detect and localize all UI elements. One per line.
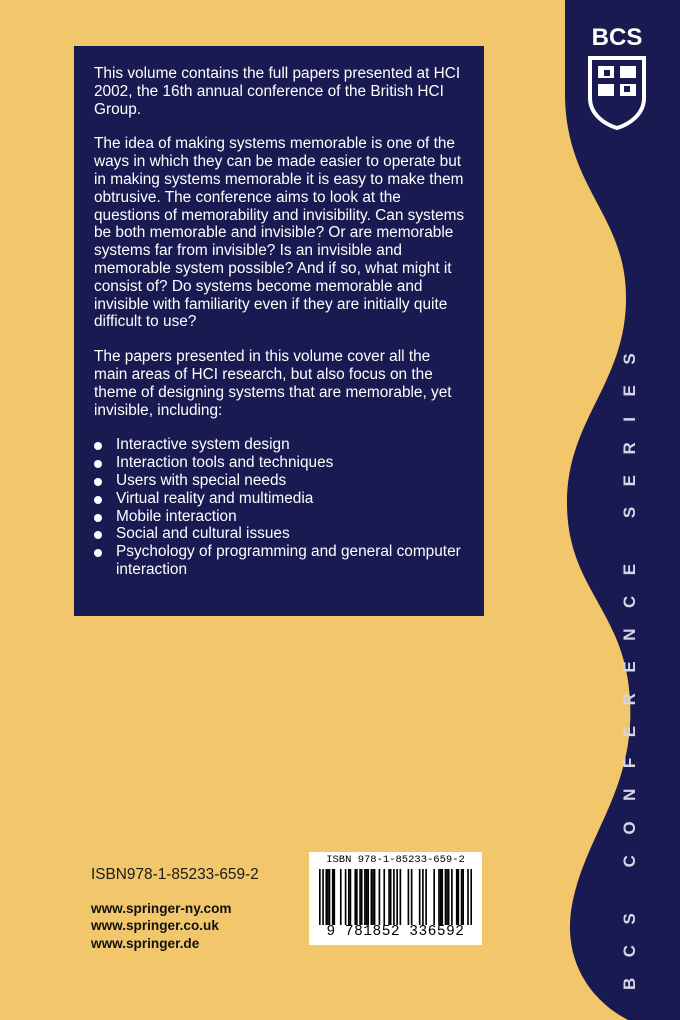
barcode-bar (400, 869, 402, 925)
blurb-paragraph: The idea of making systems memorable is one of the ways in which they can be made easier to operate but in making systems memorable it is easy to make them obtrusive. The conference aims to look at the questions of memorability and invisibility. Can systems be both memorable and invisible? Or are memorable systems far from invisible? Is an invisible and memorable system possible? And if so, what might it consist of? Do systems become memorable and invisible with familiarity even if they are initially quite difficult to use? (94, 135, 465, 331)
barcode-bar (438, 869, 440, 925)
barcode-bar (348, 869, 350, 925)
barcode-bar (462, 869, 464, 925)
barcode-bar (440, 869, 442, 925)
isbn-label: ISBN978-1-85233-659-2 (91, 866, 259, 883)
barcode-bar (388, 869, 390, 925)
barcode-bar (322, 869, 324, 925)
series-title: BCS CONFERENCE SERIES (620, 332, 639, 990)
blurb-paragraph: The papers presented in this volume cover all the main areas of HCI research, but also focus on the theme of designing systems that are memorable, yet invisible, including: (94, 348, 452, 419)
url-link[interactable]: www.springer.co.uk (91, 918, 219, 934)
barcode-bar (446, 869, 448, 925)
barcode-bar (354, 869, 356, 925)
barcode-isbn-text: ISBN 978-1-85233-659-2 (326, 854, 465, 866)
barcode-bar (366, 869, 368, 925)
barcode-number: 9 781852 336592 (326, 924, 465, 940)
url-link[interactable]: www.springer-ny.com (91, 901, 232, 916)
barcode-bars-icon (319, 869, 472, 925)
barcode-bar (372, 869, 374, 925)
topic-item: Interactive system design (94, 436, 466, 454)
barcode-bar (448, 869, 450, 925)
topic-item: Psychology of programming and general computer interaction (94, 543, 466, 579)
topic-list (94, 436, 466, 578)
topic-item: Social and cultural issues (94, 525, 466, 543)
barcode-bar (319, 869, 321, 925)
topic-item: Users with special needs (94, 472, 466, 490)
barcode-bar (374, 869, 376, 925)
barcode-bar (396, 869, 398, 925)
barcode-bar (408, 869, 410, 925)
blurb-paragraph: This volume contains the full papers presented at HCI 2002, the 16th annual conference of the British HCI Group. (94, 65, 461, 118)
barcode-bar (325, 869, 327, 925)
barcode-bar (445, 869, 447, 925)
bcs-logo-text: BCS (591, 24, 643, 51)
barcode-bar (345, 869, 347, 925)
barcode-bar (425, 869, 427, 925)
barcode-bar (350, 869, 352, 925)
barcode-bar (456, 869, 458, 925)
barcode-bar (333, 869, 335, 925)
barcode-bar (458, 869, 460, 925)
barcode-bar (383, 869, 385, 925)
barcode-bar (361, 869, 363, 925)
barcode-bar (327, 869, 329, 925)
barcode-bar (329, 869, 331, 925)
barcode-bar (411, 869, 413, 925)
barcode-bar (451, 869, 453, 925)
url-link[interactable]: www.springer.de (91, 935, 200, 951)
barcode-bar (379, 869, 381, 925)
barcode-bar (332, 869, 334, 925)
barcode-bar (367, 869, 369, 925)
barcode-bar (422, 869, 424, 925)
barcode-bar (371, 869, 373, 925)
barcode-bar (470, 869, 472, 925)
barcode-bar (359, 869, 361, 925)
topic-item: Interaction tools and techniques (94, 454, 466, 472)
barcode-bar (340, 869, 342, 925)
topic-item: Virtual reality and multimedia (94, 490, 466, 508)
barcode-bar (419, 869, 421, 925)
barcode-bar (433, 869, 435, 925)
blurb-box (74, 46, 484, 616)
topic-item: Mobile interaction (94, 508, 466, 526)
barcode-bar (364, 869, 366, 925)
barcode-bar (461, 869, 463, 925)
publisher-urls (91, 900, 232, 952)
barcode-bar (467, 869, 469, 925)
barcode-bar (441, 869, 443, 925)
barcode-bar (390, 869, 392, 925)
barcode-bar (393, 869, 395, 925)
barcode (309, 852, 482, 945)
barcode-bar (356, 869, 358, 925)
